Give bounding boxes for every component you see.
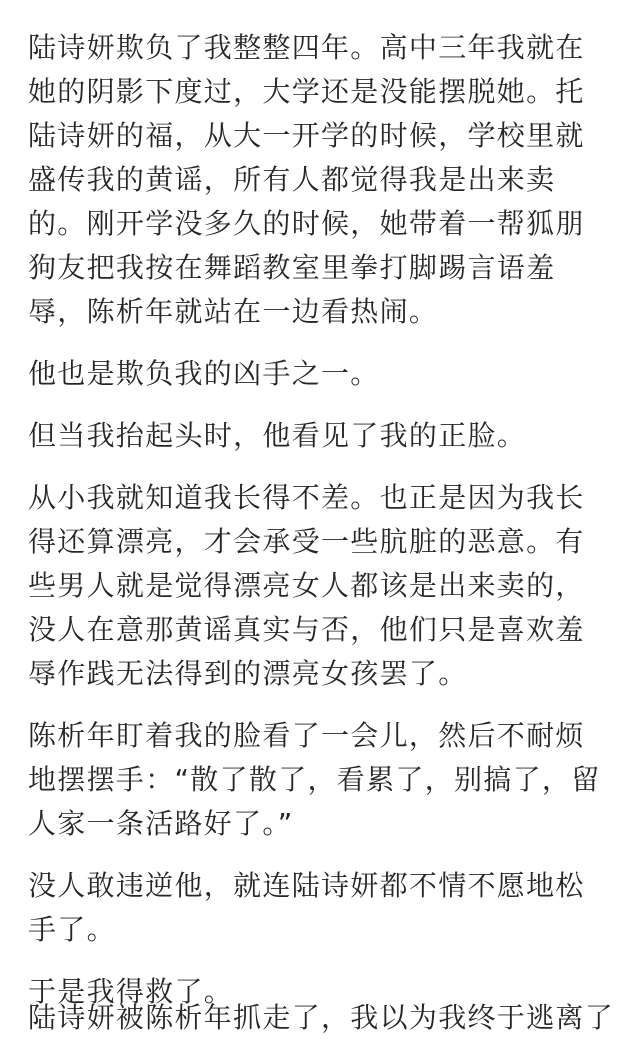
text-line: 他也是欺负我的凶手之一。 [28, 357, 380, 390]
text-line: 得还算漂亮，才会承受一些肮脏的恶意。有 [28, 525, 585, 558]
text-line: 她的阴影下度过，大学还是没能摆脱她。托 [28, 75, 585, 108]
text-line: 盛传我的黄谣，所有人都觉得我是出来卖 [28, 163, 556, 196]
text-line: 的。刚开学没多久的时候，她带着一帮狐朋 [28, 207, 585, 240]
paragraph [28, 714, 628, 846]
text-line: 辱，陈析年就站在一边看热闹。 [28, 295, 439, 328]
text-line: 但当我抬起头时，他看见了我的正脸。 [28, 419, 527, 452]
text-line: 于是我得救了。 [28, 975, 234, 1008]
paragraph [28, 864, 628, 952]
text-line: 人家一条活路好了。” [28, 807, 294, 840]
paragraph [28, 352, 628, 396]
text-line: 陆诗妍的福，从大一开学的时候，学校里就 [28, 119, 585, 152]
cut-off-text-line [28, 996, 628, 1034]
text-line: 陆诗妍欺负了我整整四年。高中三年我就在 [28, 31, 585, 64]
text-line: 陈析年盯着我的脸看了一会儿，然后不耐烦 [28, 719, 585, 752]
text-line: 从小我就知道我长得不差。也正是因为我长 [28, 481, 585, 514]
paragraph [28, 26, 628, 334]
text-line: 陆诗妍被陈析年抓走了，我以为我终于逃离了 [28, 1001, 615, 1034]
text-line: 狗友把我按在舞蹈教室里拳打脚踢言语羞 [28, 251, 556, 284]
text-line: 手了。 [28, 913, 116, 946]
paragraph [28, 414, 628, 458]
text-line: 辱作践无法得到的漂亮女孩罢了。 [28, 657, 468, 690]
text-line: 没人在意那黄谣真实与否，他们只是喜欢羞 [28, 613, 585, 646]
text-line: 些男人就是觉得漂亮女人都该是出来卖的， [28, 569, 585, 602]
paragraph [28, 476, 628, 696]
text-line: 地摆摆手：“散了散了，看累了，别搞了，留 [28, 763, 601, 796]
text-line: 没人敢违逆他，就连陆诗妍都不情不愿地松 [28, 869, 585, 902]
article-body [28, 0, 628, 1014]
